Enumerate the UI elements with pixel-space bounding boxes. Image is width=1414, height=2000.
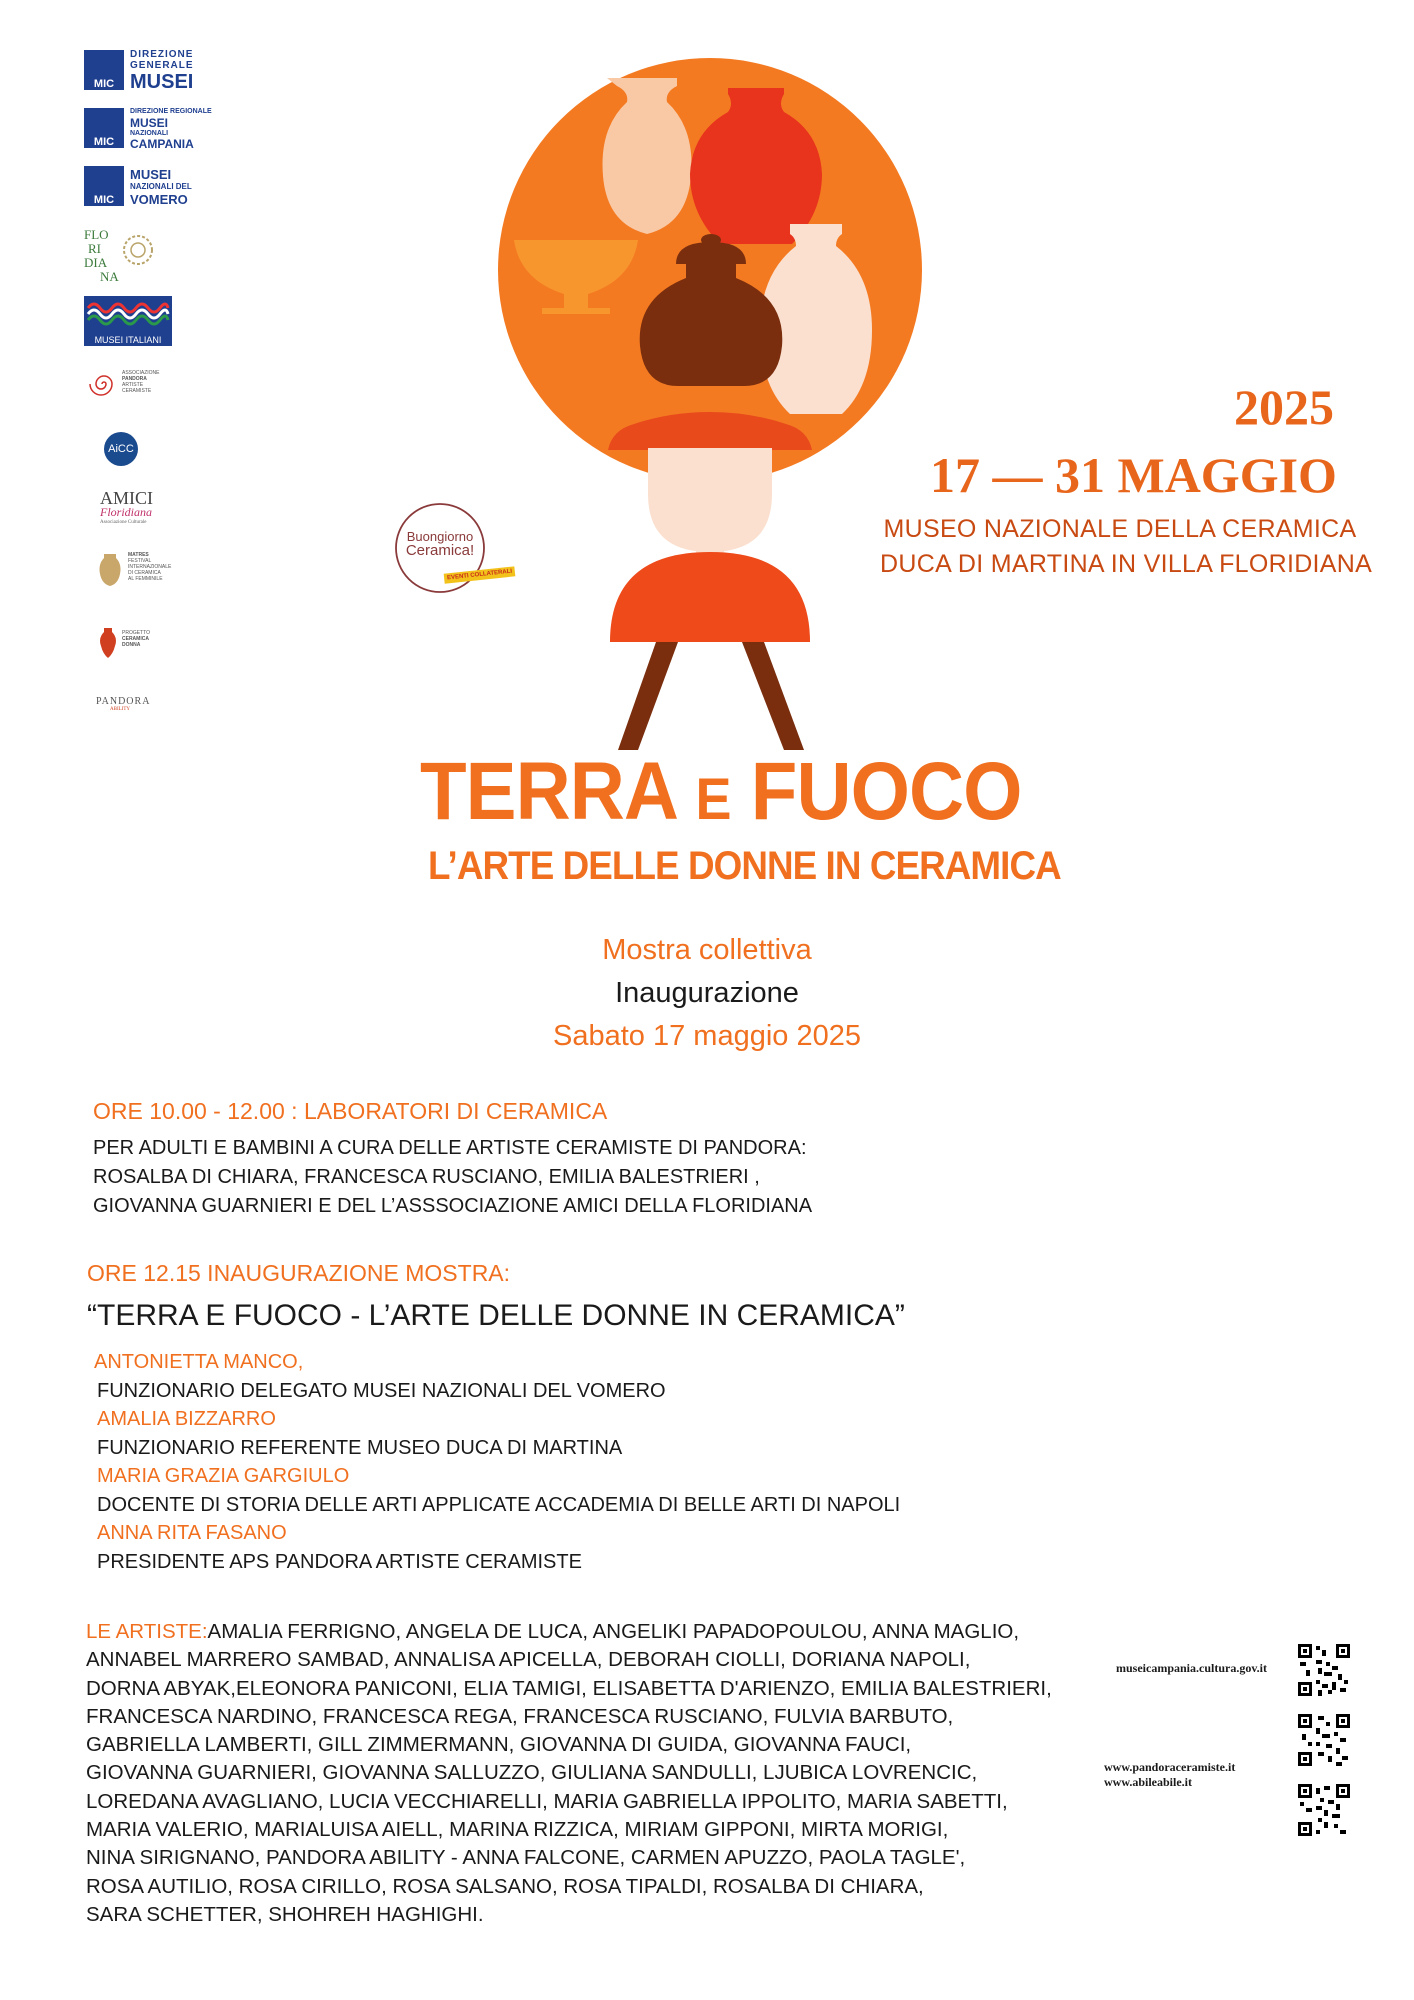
jar-body xyxy=(640,278,783,386)
figure-vase-icon xyxy=(98,626,118,660)
artists-line: SARA SCHETTER, SHOHREH HAGHIGHI. xyxy=(86,1902,484,1926)
site-link-pandora[interactable]: www.pandoraceramiste.it xyxy=(1104,1760,1236,1774)
speaker-role: DOCENTE DI STORIA DELLE ARTI APPLICATE ACCADEMIA DI BELLE ARTI DI NAPOLI xyxy=(97,1494,901,1516)
lab-heading: ORE 10.00 - 12.00 : LABORATORI DI CERAMICA xyxy=(93,1098,608,1124)
stamp-line: Ceramica! xyxy=(405,542,475,559)
artists-line: ROSA AUTILIO, ROSA CIRILLO, ROSA SALSANO, ROSA TIPALDI, ROSALBA DI CHIARA, xyxy=(86,1874,924,1898)
page-subtitle: L’ARTE DELLE DONNE IN CERAMICA xyxy=(428,844,1061,888)
site-link-museicampania[interactable]: museicampania.cultura.gov.it xyxy=(1116,1661,1268,1675)
logo-musei-campania xyxy=(84,108,212,151)
logo-matres xyxy=(96,552,172,593)
logo-line: DI CERAMICA xyxy=(128,570,161,576)
logo-line: AL FEMMINILE xyxy=(128,576,163,582)
speaker-name: ANNA RITA FASANO xyxy=(97,1522,287,1544)
artists-line xyxy=(86,1618,1066,1646)
mic-icon: MIC xyxy=(84,166,124,206)
artists-line: GABRIELLA LAMBERTI, GILL ZIMMERMANN, GIOVANNA DI GUIDA, GIOVANNA FAUCI, xyxy=(86,1733,912,1757)
logo-line: INTERNAZIONALE xyxy=(128,564,172,570)
event-year: 2025 xyxy=(1234,379,1334,435)
artists-line: MARIA VALERIO, MARIALUISA AIELL, MARINA RIZZICA, MIRIAM GIPPONI, MIRTA MORIGI, xyxy=(86,1818,949,1842)
logo-line: RI xyxy=(88,241,101,256)
qr-code-icon[interactable] xyxy=(1296,1782,1352,1838)
lab-line: PER ADULTI E BAMBINI A CURA DELLE ARTISTE CERAMISTE DI PANDORA: xyxy=(93,1137,807,1159)
intro-inaugurazione: Inaugurazione xyxy=(615,977,799,1009)
leg-right xyxy=(742,642,804,750)
logo-line: DONNA xyxy=(122,642,141,648)
artists-label: LE ARTISTE: xyxy=(86,1620,208,1643)
logo-line: DIREZIONE xyxy=(130,49,194,60)
logo-line: CERAMISTE xyxy=(122,388,152,394)
logo-line: NAZIONALI xyxy=(130,130,169,137)
logo-line: FESTIVAL xyxy=(128,558,152,564)
logo-line: Floridiana xyxy=(100,505,153,519)
logo-amici-floridiana xyxy=(100,488,153,525)
mic-icon: MIC xyxy=(84,108,124,148)
jar-neck xyxy=(686,264,736,278)
artists-line: DORNA ABYAK,ELEONORA PANICONI, ELIA TAMIGI, ELISABETTA D'ARIENZO, EMILIA BALESTRIERI, xyxy=(86,1676,1052,1700)
logo-line: MUSEI ITALIANI xyxy=(94,335,162,345)
logo-line: NAZIONALI DEL xyxy=(130,182,192,191)
logo-line: ABILITY xyxy=(110,707,130,712)
artists-line: FRANCESCA NARDINO, FRANCESCA REGA, FRANCESCA RUSCIANO, FULVIA BARBUTO, xyxy=(86,1704,954,1728)
title-word: FUOCO xyxy=(750,746,1022,837)
speaker-role: FUNZIONARIO DELEGATO MUSEI NAZIONALI DEL VOMERO xyxy=(97,1380,666,1402)
speaker-role: FUNZIONARIO REFERENTE MUSEO DUCA DI MARTINA xyxy=(97,1437,623,1459)
logo-line: FLO xyxy=(84,227,109,242)
artists-line: NINA SIRIGNANO, PANDORA ABILITY - ANNA FALCONE, CARMEN APUZZO, PAOLA TAGLE', xyxy=(86,1846,966,1870)
event-dates: 17 — 31 MAGGIO xyxy=(930,447,1337,503)
inaug-heading: ORE 12.15 INAUGURAZIONE MOSTRA: xyxy=(87,1260,511,1286)
qr-code-icon[interactable] xyxy=(1296,1642,1352,1698)
logo-line: AiCC xyxy=(108,443,134,455)
speaker-name: AMALIA BIZZARRO xyxy=(97,1408,276,1430)
artists-names: AMALIA FERRIGNO, ANGELA DE LUCA, ANGELIKI PAPADOPOULOU, ANNA MAGLIO, xyxy=(207,1620,1020,1643)
mic-icon: MIC xyxy=(84,50,124,90)
speaker-role: PRESIDENTE APS PANDORA ARTISTE CERAMISTE xyxy=(97,1551,582,1573)
logo-line: DIA xyxy=(84,255,108,270)
speaker-name: MARIA GRAZIA GARGIULO xyxy=(97,1465,350,1487)
page-title xyxy=(420,745,1022,839)
venue-line-1: MUSEO NAZIONALE DELLA CERAMICA xyxy=(883,515,1357,543)
logo-aicc xyxy=(104,432,138,466)
logo-line: AMICI xyxy=(100,488,153,508)
dress xyxy=(610,552,810,642)
logo-direzione-generale-musei xyxy=(84,49,194,93)
lab-line: GIOVANNA GUARNIERI E DEL L’ASSSOCIAZIONE AMICI DELLA FLORIDIANA xyxy=(93,1195,813,1217)
artists-list xyxy=(86,1618,1066,1929)
vase-icon xyxy=(96,552,124,588)
buongiorno-ceramica-stamp xyxy=(392,500,513,596)
logo-line: PANDORA xyxy=(96,696,151,707)
logo-line: CERAMICA xyxy=(122,636,149,642)
lab-line: ROSALBA DI CHIARA, FRANCESCA RUSCIANO, EMILIA BALESTRIERI , xyxy=(93,1166,760,1188)
title-word: E xyxy=(695,767,731,832)
stamp-line: Buongiorno xyxy=(406,529,474,544)
inaug-title: “TERRA E FUOCO - L’ARTE DELLE DONNE IN CERAMICA” xyxy=(87,1299,905,1332)
stamp-badge: EVENTI COLLATERALI xyxy=(444,566,516,583)
artists-line: LOREDANA AVAGLIANO, LUCIA VECCHIARELLI, MARIA GABRIELLA IPPOLITO, MARIA SABETTI, xyxy=(86,1789,1008,1813)
logo-musei-italiani xyxy=(84,296,172,346)
leg-left xyxy=(618,642,678,750)
qr-code-icon[interactable] xyxy=(1296,1712,1352,1768)
logo-pandora-ability xyxy=(96,696,150,712)
artists-line: GIOVANNA GUARNIERI, GIOVANNA SALLUZZO, GIULIANA SANDULLI, LJUBICA LOVRENCIC, xyxy=(86,1761,978,1785)
logo-line: ARTISTE xyxy=(122,382,144,388)
musei-italiani-pattern-icon xyxy=(84,296,172,326)
logo-line: MUSEI xyxy=(130,71,194,93)
site-link-abileabile[interactable]: www.abileabile.it xyxy=(1104,1775,1193,1789)
logo-progetto-ceramica-donna xyxy=(98,626,150,665)
floridiana-ornament-icon xyxy=(120,232,156,268)
logo-line: CAMPANIA xyxy=(130,137,194,151)
spiral-icon xyxy=(84,370,124,398)
logo-line: VOMERO xyxy=(130,192,188,207)
ceramic-woman-illustration xyxy=(480,50,940,770)
head xyxy=(648,448,772,552)
logo-line: Associazione Culturale xyxy=(100,520,147,525)
speaker-name: ANTONIETTA MANCO, xyxy=(94,1351,304,1373)
title-word: TERRA xyxy=(420,746,676,837)
intro-date: Sabato 17 maggio 2025 xyxy=(553,1020,861,1052)
logo-line: MATRES xyxy=(128,552,149,558)
logo-line: NA xyxy=(100,269,119,284)
logo-line: MUSEI xyxy=(130,167,172,182)
logo-line: GENERALE xyxy=(130,60,194,71)
logo-line: ASSOCIAZIONE xyxy=(122,370,160,376)
logo-musei-vomero xyxy=(84,166,192,207)
logo-floridiana xyxy=(84,228,119,284)
logo-pandora-associazione xyxy=(84,370,160,403)
logo-line: MUSEI xyxy=(130,116,169,130)
logo-line: PANDORA xyxy=(122,376,147,382)
intro-mostra: Mostra collettiva xyxy=(602,934,812,966)
artists-line: ANNABEL MARRERO SAMBAD, ANNALISA APICELLA, DEBORAH CIOLLI, DORIANA NAPOLI, xyxy=(86,1648,971,1672)
logo-line: PROGETTO xyxy=(122,630,150,636)
logo-line: DIREZIONE REGIONALE xyxy=(130,108,212,115)
venue-line-2: DUCA DI MARTINA IN VILLA FLORIDIANA xyxy=(880,550,1373,578)
